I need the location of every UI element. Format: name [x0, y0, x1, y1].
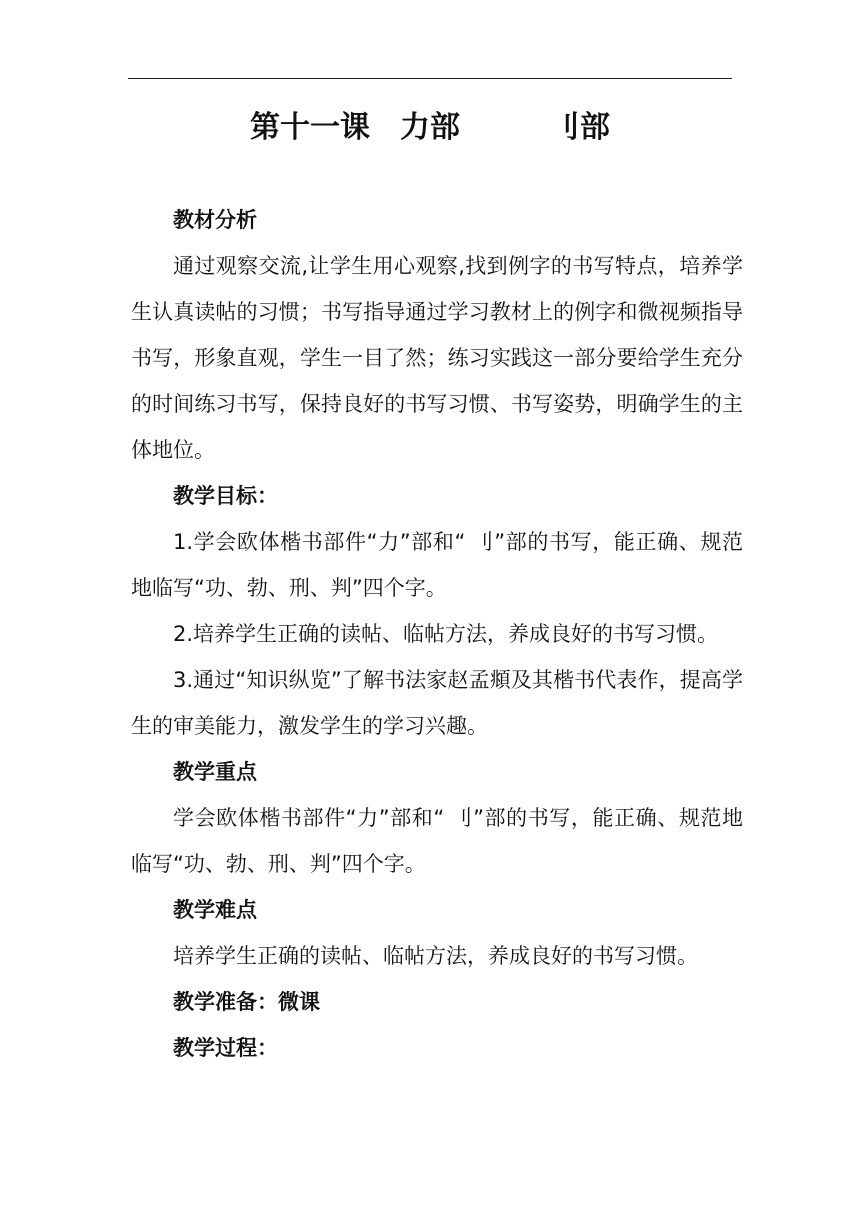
section-heading-difficulties: 教学难点 [173, 898, 257, 922]
paragraph-analysis: 通过观察交流,让学生用心观察,找到例字的书写特点，培养学生认真读帖的习惯；书写指导通过学习教材上的例字和微视频指导书写，形象直观，学生一目了然；练习实践这一部分要给学生充分的时间练习书写，保持良好的书写习惯、书写姿势，明确学生的主体地位。 [131, 254, 743, 462]
paragraph-key-points: 学会欧体楷书部件“力”部和“ 刂”部的书写，能正确、规范地临写“功、勃、刑、判”四个字。 [131, 806, 743, 876]
section-heading-objectives: 教学目标： [173, 484, 278, 508]
objective-item-3: 3.通过“知识纵览”了解书法家赵孟頫及其楷书代表作，提高学生的审美能力，激发学生的学习兴趣。 [131, 668, 743, 738]
document-body [131, 197, 743, 1071]
section-heading-key-points: 教学重点 [173, 760, 257, 784]
lesson-title: 第十一课 力部 刂部 [250, 110, 610, 145]
section-heading-analysis: 教材分析 [173, 208, 257, 232]
objective-item-1: 1.学会欧体楷书部件“力”部和“ 刂”部的书写，能正确、规范地临写“功、勃、刑、判”四个字。 [131, 530, 743, 600]
section-heading-process: 教学过程： [173, 1036, 278, 1060]
paragraph-difficulties: 培养学生正确的读帖、临帖方法，养成良好的书写习惯。 [173, 944, 698, 968]
header-rule [128, 78, 732, 79]
objective-item-2: 2.培养学生正确的读帖、临帖方法，养成良好的书写习惯。 [173, 622, 719, 646]
section-heading-preparation: 教学准备：微课 [173, 990, 320, 1014]
